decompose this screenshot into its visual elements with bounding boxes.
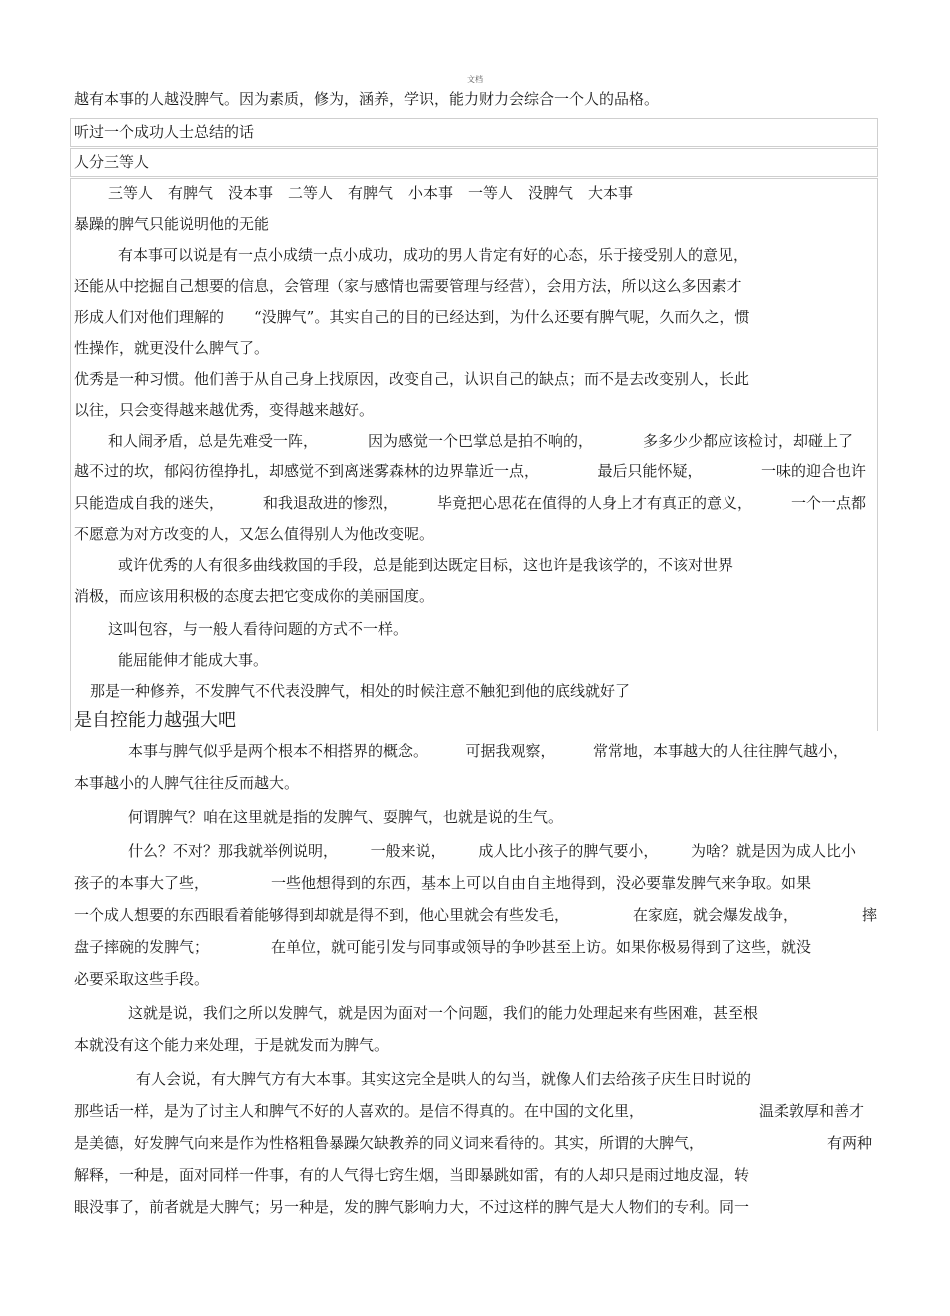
paragraph-line: 消极，而应该用积极的态度去把它变成你的美丽国度。 (74, 587, 435, 605)
text-segment: 一个一点都 (790, 494, 866, 512)
opening-text: 越有本事的人越没脾气。因为素质，修为，涵养，学识，能力财力会综合一个人的品格。 (74, 90, 660, 108)
three-levels-list: 三等人 有脾气 没本事 二等人 有脾气 小本事 一等人 没脾气 大本事 (108, 184, 634, 202)
text-segment: 可据我观察， (465, 742, 556, 760)
text-segment: 有两种 (826, 1134, 872, 1152)
flexibility-line: 能屈能伸才能成大事。 (118, 651, 269, 669)
paragraph-line: 本事越小的人脾气往往反而越大。 (74, 774, 300, 792)
paragraph-line (74, 1101, 864, 1121)
text-segment: 在单位，就可能引发与同事或领导的争吵甚至上访。如果你极易得到了这些，就没 (270, 938, 811, 956)
page-header: 文档 (467, 75, 483, 84)
paragraph-line: 这就是说，我们之所以发脾气，就是因为面对一个问题，我们的能力处理起来有些困难，甚至根 (128, 1004, 759, 1022)
text-segment: 温柔敦厚和善才 (758, 1102, 864, 1120)
tolerance-line: 这叫包容，与一般人看待问题的方式不一样。 (108, 620, 409, 638)
paragraph-line: 眼没事了，前者就是大脾气；另一种是，发的脾气影响力大，不过这样的脾气是大人物们的专利。同一 (74, 1198, 750, 1216)
paragraph-line: 形成人们对他们理解的 “没脾气”。其实自己的目的已经达到，为什么还要有脾气呢，久而久之，惯 (74, 308, 750, 326)
text-segment: 一个成人想要的东西眼看着能够得到却就是得不到，他心里就会有些发毛， (74, 906, 570, 924)
cultivation-line: 那是一种修养，不发脾气不代表没脾气，相处的时候注意不触犯到他的底线就好了 (90, 682, 631, 700)
text-segment: 是美德，好发脾气向来是作为性格粗鲁暴躁欠缺教养的同义词来看待的。其实，所谓的大脾气， (74, 1134, 705, 1152)
text-segment: 在家庭，就会爆发战争， (632, 906, 798, 924)
text-segment: 和我退敌进的惨烈， (262, 494, 398, 512)
text-segment: 常常地，本事越大的人往往脾气越小， (592, 742, 848, 760)
paragraph-line (128, 841, 856, 861)
paragraph-line (74, 905, 877, 925)
paragraph-line: 优秀是一种习惯。他们善于从自己身上找原因，改变自己，认识自己的缺点；而不是去改变别人，长此 (74, 370, 750, 388)
text-segment: 为啥？就是因为成人比小 (690, 842, 856, 860)
paragraph-line: 有人会说，有大脾气方有大本事。其实这完全是哄人的勾当，就像人们去给孩子庆生日时说的 (136, 1070, 752, 1088)
self-control-heading: 是自控能力越强大吧 (74, 710, 236, 731)
paragraph-line: 必要采取这些手段。 (74, 970, 210, 988)
paragraph-line (74, 1133, 872, 1153)
text-segment: 什么？不对？那我就举例说明， (128, 842, 339, 860)
paragraph-line (74, 461, 866, 481)
paragraph-line: 本就没有这个能力来处理，于是就发而为脾气。 (74, 1036, 390, 1054)
text-segment: 毕竟把心思花在值得的人身上才有真正的意义， (436, 494, 752, 512)
text-segment: 盘子摔碗的发脾气； (74, 938, 210, 956)
text-segment: 越不过的坎，郁闷彷徨挣扎，却感觉不到离迷雾森林的边界靠近一点， (74, 462, 540, 480)
text-segment: 孩子的本事大了些， (74, 874, 210, 892)
text-segment: 摔 (861, 906, 877, 924)
paragraph-line: 解释，一种是，面对同样一件事，有的人气得七窍生烟，当即暴跳如雷，有的人却只是雨过地皮湿，转 (74, 1166, 750, 1184)
paragraph-line (74, 937, 811, 957)
quote-intro-line: 听过一个成功人士总结的话 (74, 123, 255, 141)
text-segment: 多多少少都应该检讨，却碰上了 (642, 432, 853, 450)
paragraph-line: 还能从中挖掘自己想要的信息，会管理（家与感情也需要管理与经营），会用方法，所以这么多因素才 (74, 277, 742, 295)
paragraph-line (128, 741, 848, 761)
text-segment: 因为感觉一个巴掌总是拍不响的， (367, 432, 593, 450)
text-segment: 一味的迎合也许 (760, 462, 866, 480)
text-segment: 最后只能怀疑， (597, 462, 703, 480)
text-segment: 成人比小孩子的脾气要小， (478, 842, 659, 860)
paragraph-line (108, 431, 853, 451)
paragraph-line: 以往，只会变得越来越优秀，变得越来越好。 (74, 401, 375, 419)
text-segment: 和人闹矛盾，总是先难受一阵， (108, 432, 319, 450)
paragraph-line: 或许优秀的人有很多曲线救国的手段，总是能到达既定目标，这也许是我该学的，不该对世界 (118, 556, 734, 574)
paragraph-line (74, 873, 811, 893)
text-segment: 一般来说， (370, 842, 446, 860)
temper-line: 暴躁的脾气只能说明他的无能 (74, 215, 270, 233)
three-levels-heading: 人分三等人 (74, 153, 150, 171)
paragraph-line: 何谓脾气？咱在这里就是指的发脾气、耍脾气，也就是说的生气。 (128, 808, 564, 826)
text-segment: 一些他想得到的东西，基本上可以自由自主地得到，没必要靠发脾气来争取。如果 (270, 874, 811, 892)
paragraph-line: 性操作，就更没什么脾气了。 (74, 339, 270, 357)
text-segment: 本事与脾气似乎是两个根本不相搭界的概念。 (128, 742, 429, 760)
text-segment: 那些话一样，是为了讨主人和脾气不好的人喜欢的。是信不得真的。在中国的文化里， (74, 1102, 645, 1120)
opening-line (74, 89, 659, 109)
paragraph-line: 有本事可以说是有一点小成绩一点小成功，成功的男人肯定有好的心态，乐于接受别人的意见， (118, 246, 749, 264)
text-segment: 只能造成自我的迷失， (74, 494, 225, 512)
paragraph-line (74, 493, 866, 513)
paragraph-line: 不愿意为对方改变的人，又怎么值得别人为他改变呢。 (74, 525, 435, 543)
table-cell-three-levels (70, 148, 878, 177)
